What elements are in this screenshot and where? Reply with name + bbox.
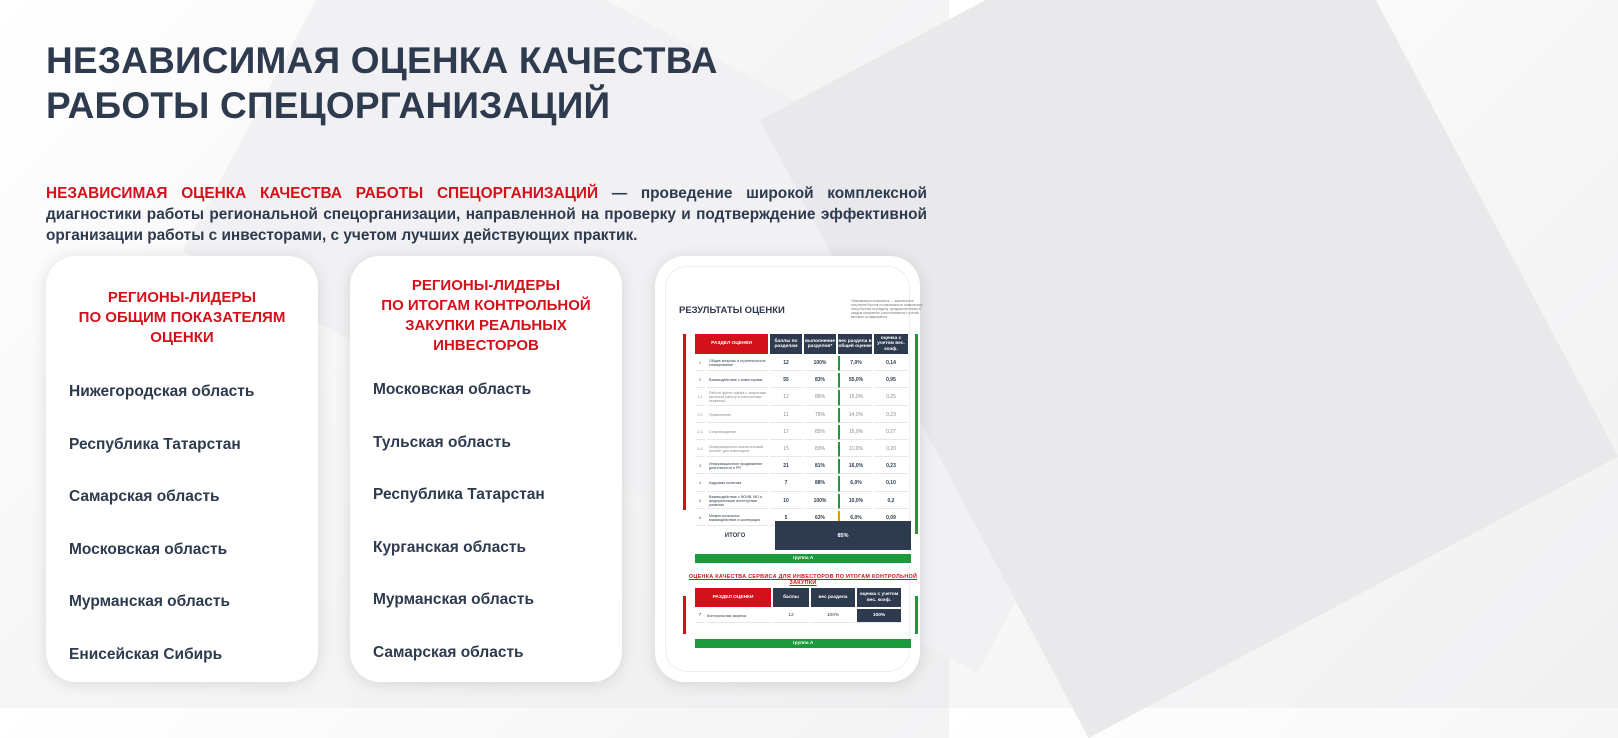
row-completion: 100% xyxy=(804,494,836,509)
accent-bar xyxy=(915,334,918,534)
card-heading: РЕГИОНЫ-ЛИДЕРЫ ПО ОБЩИМ ПОКАЗАТЕЛЯМ ОЦЕНКИ xyxy=(78,289,286,346)
list-item: Московская область xyxy=(373,381,532,398)
row-number: 2.4 xyxy=(695,442,705,457)
results-document xyxy=(665,266,923,672)
row-value: 0,23 xyxy=(874,459,908,474)
row-weight: 10,0% xyxy=(838,494,872,509)
region-list xyxy=(373,380,545,695)
row-name: Информационно-аналитический контент для инвесторов xyxy=(707,442,768,457)
intro-text: — проведение широкой комплексной диагностики работы региональной спецорганизации, направленной на проверку и подтверждение эффективной организации работы с инвесторами, с учетом лучших действующих практик. xyxy=(46,185,927,244)
total-value: 85% xyxy=(775,521,911,550)
row-name: Информационное продвижение деятельности и PR xyxy=(707,459,768,474)
row-number: 6 xyxy=(695,511,705,526)
total-label: ИТОГО xyxy=(724,532,746,539)
table-row xyxy=(695,494,908,509)
row-value: 0,10 xyxy=(874,476,908,491)
list-item: Мурманская область xyxy=(373,591,535,608)
row-weight: 55,0% xyxy=(838,373,872,388)
list-item: Самарская область xyxy=(373,643,524,661)
row-name: Привлечение xyxy=(707,408,768,423)
table-row xyxy=(695,609,901,623)
intro-paragraph xyxy=(46,183,927,246)
table-header: вес раздела в общей оценке xyxy=(838,334,872,354)
row-completion: 83% xyxy=(804,442,836,457)
accent-bar xyxy=(683,334,686,510)
row-score: 17 xyxy=(770,425,802,440)
group-badge: группа А xyxy=(695,639,911,648)
row-value: 0,27 xyxy=(874,425,908,440)
list-item: Тульская область xyxy=(373,433,511,451)
row-value: 0,2 xyxy=(874,494,908,509)
table-header: баллы xyxy=(773,588,809,607)
row-score: 5 xyxy=(770,511,802,526)
row-number: 2.2 xyxy=(695,408,705,423)
accent-bar xyxy=(683,596,686,634)
row-name: Межрегиональное взаимодействие и кооперация xyxy=(707,511,768,526)
row-value: 0,09 xyxy=(874,511,908,526)
leaders-overall-card xyxy=(46,256,318,682)
table-header: выполнение разделов* xyxy=(804,334,836,354)
row-value: 100% xyxy=(857,609,901,623)
row-number: 1 xyxy=(695,356,705,371)
list-item: Нижегородская область xyxy=(69,383,255,400)
table-header: РАЗДЕЛ ОЦЕНКИ xyxy=(695,334,768,354)
page-title: НЕЗАВИСИМАЯ ОЦЕНКА КАЧЕСТВА РАБОТЫ СПЕЦОРГАНИЗАЦИЙ xyxy=(46,40,718,126)
list-item: Самарская область xyxy=(69,488,220,505)
leaders-control-purchase-card xyxy=(350,256,622,682)
row-value: 0,25 xyxy=(874,390,908,405)
row-completion: 83% xyxy=(804,373,836,388)
table-row xyxy=(695,373,908,388)
list-item: Курганская область xyxy=(373,538,526,556)
group-badge: группа А xyxy=(695,554,911,563)
list-item: Республика Татарстан xyxy=(373,486,545,503)
row-value: 0,14 xyxy=(874,356,908,371)
control-purchase-table xyxy=(693,586,903,625)
row-name: Работа фронт-офиса с запросами (включая работу в электронных сервисах) xyxy=(707,390,768,405)
row-number: 2.1 xyxy=(695,390,705,405)
intro-accent: НЕЗАВИСИМАЯ ОЦЕНКА КАЧЕСТВА РАБОТЫ СПЕЦОРГАНИЗАЦИЙ xyxy=(46,185,599,202)
row-score: 55 xyxy=(770,373,802,388)
row-value: 0,95 xyxy=(874,373,908,388)
row-weight: 14,0% xyxy=(838,408,872,423)
row-score: 21 xyxy=(770,459,802,474)
row-completion: 79% xyxy=(804,408,836,423)
row-completion: 88% xyxy=(804,476,836,491)
row-weight: 15,0% xyxy=(838,425,872,440)
table-row xyxy=(695,425,908,440)
table-row xyxy=(695,476,908,491)
list-item: Московская область xyxy=(69,540,228,558)
row-completion: 81% xyxy=(804,459,836,474)
row-score: 10 xyxy=(770,494,802,509)
table-row xyxy=(695,459,908,474)
table-header: РАЗДЕЛ ОЦЕНКИ xyxy=(695,588,771,607)
table-row xyxy=(695,442,908,457)
row-score: 12 xyxy=(770,356,802,371)
table-header: баллы по разделам xyxy=(770,334,802,354)
row-score: 12 xyxy=(770,390,802,405)
row-number: 4 xyxy=(695,476,705,491)
region-list xyxy=(69,382,254,697)
row-completion: 85% xyxy=(804,425,836,440)
row-name: Кадровая политика xyxy=(707,476,768,491)
row-weight: 16,0% xyxy=(838,459,872,474)
row-weight: 100% xyxy=(811,609,855,623)
row-weight: 6,0% xyxy=(838,476,872,491)
table-header: оценка с учетом вес. коэф. xyxy=(874,334,908,354)
row-value: 0,23 xyxy=(874,408,908,423)
row-name: Контрольная закупка xyxy=(707,609,771,623)
row-name: Взаимодействие с инвесторами xyxy=(707,373,768,388)
row-name: Общие вопросы и стратегическое планирование xyxy=(707,356,768,371)
row-completion: 86% xyxy=(804,390,836,405)
table-row xyxy=(695,390,908,405)
row-score: 7 xyxy=(770,476,802,491)
table-header: вес раздела xyxy=(811,588,855,607)
row-weight: 7,0% xyxy=(838,356,872,371)
results-title: РЕЗУЛЬТАТЫ ОЦЕНКИ xyxy=(679,305,785,316)
accent-bar xyxy=(915,596,918,634)
list-item: Республика Татарстан xyxy=(69,435,241,453)
row-completion: 63% xyxy=(804,511,836,526)
list-item: Мурманская область xyxy=(69,593,231,610)
row-weight: 11,0% xyxy=(838,442,872,457)
row-weight: 6,0% xyxy=(838,511,872,526)
row-number: 3 xyxy=(695,459,705,474)
row-score: 12 xyxy=(773,609,809,623)
row-value: 0,20 xyxy=(874,442,908,457)
row-number: 2.3 xyxy=(695,425,705,440)
list-item: Енисейская Сибирь xyxy=(69,645,223,663)
total-row xyxy=(695,521,911,550)
results-table xyxy=(693,332,910,528)
table-row xyxy=(695,356,908,371)
row-weight: 15,0% xyxy=(838,390,872,405)
row-completion: 100% xyxy=(804,356,836,371)
table-header: оценка с учетом вес. коэф. xyxy=(857,588,901,607)
row-number: 5 xyxy=(695,494,705,509)
row-number: 7 xyxy=(695,609,705,623)
results-card xyxy=(655,256,923,682)
row-name: Сопровождение xyxy=(707,425,768,440)
results-footnote: *Максимально возможное — фактическое получение баллов по максимально возможному числу баллов по разделу, предусмотренному в каждом показателе, рассчитывается с учетом весового коэффициента xyxy=(851,299,923,319)
card-heading: РЕГИОНЫ-ЛИДЕРЫ ПО ИТОГАМ КОНТРОЛЬНОЙ ЗАКУПКИ РЕАЛЬНЫХ ИНВЕСТОРОВ xyxy=(381,277,591,354)
section-title: ОЦЕНКА КАЧЕСТВА СЕРВИСА ДЛЯ ИНВЕСТОРОВ ПО ИТОГАМ КОНТРОЛЬНОЙ ЗАКУПКИ xyxy=(688,574,918,586)
table-row xyxy=(695,408,908,423)
row-score: 11 xyxy=(770,408,802,423)
row-number: 2 xyxy=(695,373,705,388)
row-score: 15 xyxy=(770,442,802,457)
row-name: Взаимодействие с ФОИВ, МО и федеральными институтами развития xyxy=(707,494,768,509)
